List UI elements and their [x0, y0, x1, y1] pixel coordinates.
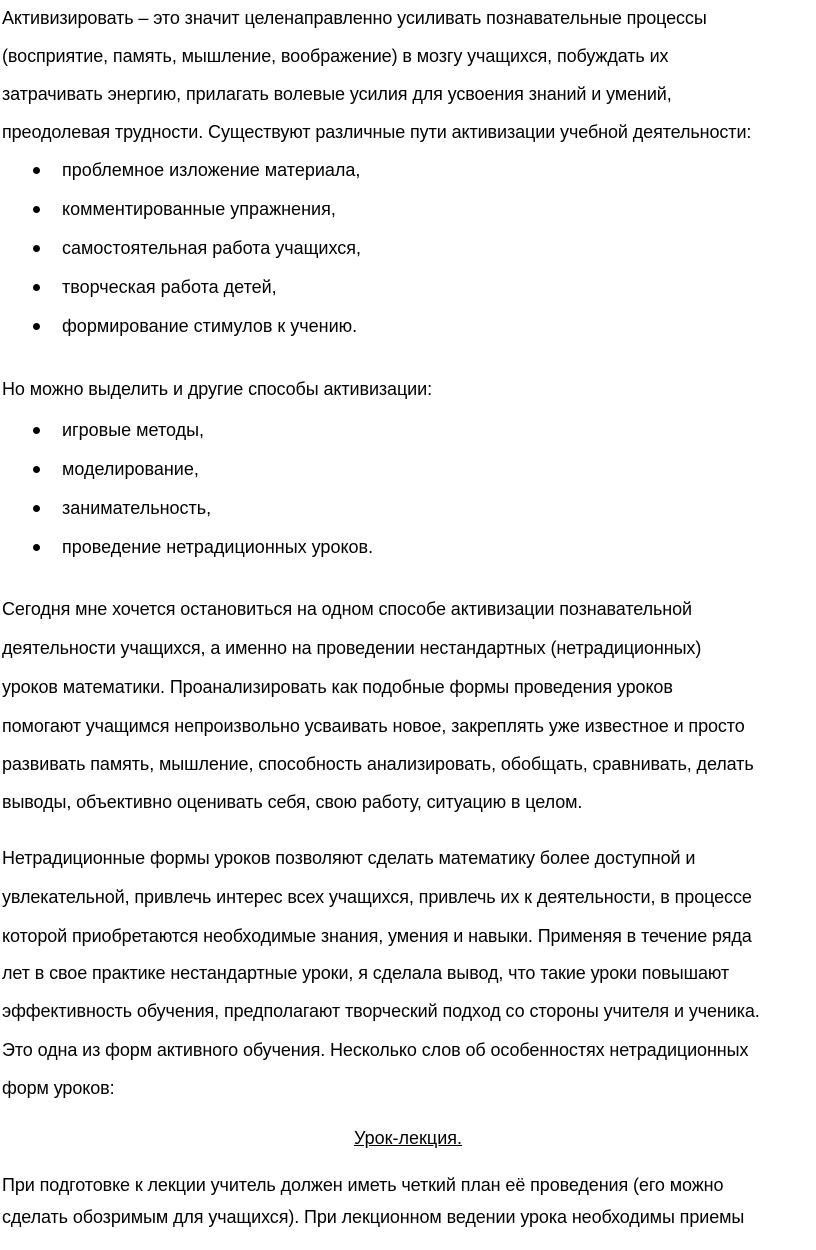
paragraph-1-line-3: затрачивать энергию, прилагать волевые усилия для усвоения знаний и умений, [2, 84, 672, 104]
list-item-text: формирование стимулов к учению. [62, 316, 358, 336]
list-item-text: проблемное изложение материала, [62, 160, 361, 180]
paragraph-4-line-6: Это одна из форм активного обучения. Несколько слов об особенностях нетрадиционных [2, 1040, 749, 1060]
bullet-icon [33, 206, 40, 213]
bullet-icon [33, 544, 40, 551]
list-item-text: проведение нетрадиционных уроков. [62, 537, 374, 557]
paragraph-4-line-1: Нетрадиционные формы уроков позволяют сделать математику более доступной и [2, 848, 696, 868]
paragraph-1-line-2: (восприятие, память, мышление, воображение) в мозгу учащихся, побуждать их [2, 46, 669, 66]
paragraph-3-line-1: Сегодня мне хочется остановиться на одном способе активизации познавательной [2, 599, 692, 619]
paragraph-4-line-3: которой приобретаются необходимые знания, умения и навыки. Применяя в течение ряда [2, 926, 752, 946]
list-item-text: творческая работа детей, [62, 277, 277, 297]
bullet-icon [33, 505, 40, 512]
paragraph-3-line-2: деятельности учащихся, а именно на проведении нестандартных (нетрадиционных) [2, 638, 702, 658]
bullet-icon [33, 427, 40, 434]
paragraph-1-line-1: Активизировать – это значит целенаправленно усиливать познавательные процессы [2, 8, 707, 28]
list-item-text: моделирование, [62, 459, 199, 479]
list-item-text: комментированные упражнения, [62, 199, 336, 219]
list-item-text: самостоятельная работа учащихся, [62, 238, 362, 258]
paragraph-5-line-1: При подготовке к лекции учитель должен иметь четкий план её проведения (его можно [2, 1175, 724, 1195]
paragraph-5-line-2: сделать обозримым для учащихся). При лекционном ведении урока необходимы приемы [2, 1207, 745, 1227]
section-heading: Урок-лекция. [353, 1128, 463, 1148]
bullet-icon [33, 245, 40, 252]
paragraph-2-line-1: Но можно выделить и другие способы активизации: [2, 379, 432, 399]
bullet-icon [33, 167, 40, 174]
paragraph-3-line-5: развивать память, мышление, способность анализировать, обобщать, сравнивать, делать [2, 754, 754, 774]
bullet-icon [33, 284, 40, 291]
bullet-icon [33, 323, 40, 330]
paragraph-4-line-2: увлекательной, привлечь интерес всех учащихся, привлечь их к деятельности, в процессе [2, 887, 752, 907]
paragraph-4-line-4: лет в свое практике нестандартные уроки, я сделала вывод, что такие уроки повышают [2, 963, 730, 983]
paragraph-4-line-7: форм уроков: [2, 1078, 115, 1098]
paragraph-3-line-4: помогают учащимся непроизвольно усваивать новое, закреплять уже известное и просто [2, 716, 745, 736]
list-item-text: игровые методы, [62, 420, 205, 440]
list-item-text: занимательность, [62, 498, 212, 518]
paragraph-4-line-5: эффективность обучения, предполагают творческий подход со стороны учителя и ученика. [2, 1001, 760, 1021]
paragraph-3-line-3: уроков математики. Проанализировать как подобные формы проведения уроков [2, 677, 673, 697]
bullet-icon [33, 466, 40, 473]
paragraph-3-line-6: выводы, объективно оценивать себя, свою работу, ситуацию в целом. [2, 792, 583, 812]
paragraph-1-line-4: преодолевая трудности. Существуют различные пути активизации учебной деятельности: [2, 122, 752, 142]
